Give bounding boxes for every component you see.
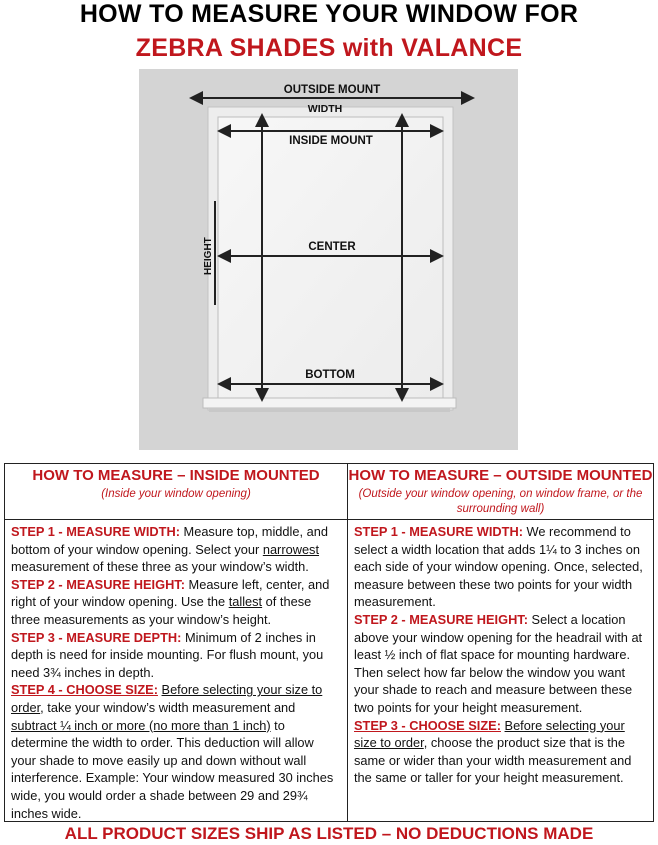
outside-subheading: (Outside your window opening, on window frame, or the surrounding wall): [358, 488, 643, 515]
outside-header: [348, 464, 653, 520]
outside-step-2: STEP 2 - MEASURE HEIGHT: Select a location above your window opening for the headrail with at least ½ inch of flat space for mounting hardware. Then select how far below the window you want your shade to reach and measure between these two points for your height measurement.: [354, 611, 643, 715]
inside-step-4: STEP 4 - CHOOSE SIZE: Before selecting your size to order, take your window’s width measurement and subtract ¼ inch or more (no more than 1 inch) to determine the width to order. This deduction will allow your shade to move easily up and down without wall interference. Example: Your window measured 30 inches wide, you would order a shade between 29 and 29¾ inches wide.: [11, 682, 334, 821]
outside-step-1: STEP 1 - MEASURE WIDTH: We recommend to select a width location that adds 1¼ to 3 inches on each side of your window opening. Once, selected, measure between these two points for your width measurement.: [354, 524, 643, 610]
inside-step-3: STEP 3 - MEASURE DEPTH: Minimum of 2 inches in depth is need for inside mounting. For flush mount, you need 3¾ inches in depth.: [11, 629, 324, 680]
inside-header: [5, 464, 347, 520]
center-label: CENTER: [308, 241, 356, 253]
outside-mount-label: OUTSIDE MOUNT: [283, 84, 381, 96]
instructions-table: [4, 463, 654, 822]
window-diagram: [139, 69, 518, 450]
outside-steps: [348, 520, 653, 787]
window-sill: [203, 398, 456, 408]
bottom-label: BOTTOM: [305, 369, 355, 381]
width-label: WIDTH: [307, 103, 343, 115]
outside-mounted-column: [348, 464, 653, 821]
outside-heading: HOW TO MEASURE – OUTSIDE MOUNTED: [348, 467, 653, 484]
height-label: HEIGHT: [203, 237, 214, 275]
page-title-line2: ZEBRA SHADES with VALANCE: [135, 34, 523, 62]
page-title-line1: HOW TO MEASURE YOUR WINDOW FOR: [79, 0, 579, 28]
outside-step-3: STEP 3 - CHOOSE SIZE: Before selecting your size to order, choose the product size that is the same or wider than your width measurement and the same or taller for your height measurement.: [354, 717, 632, 786]
inside-step-1: STEP 1 - MEASURE WIDTH: Measure top, middle, and bottom of your window opening. Select your narrowest measurement of these three as your window’s width.: [11, 524, 328, 575]
footer-notice: ALL PRODUCT SIZES SHIP AS LISTED – NO DEDUCTIONS MADE: [64, 824, 594, 843]
window-glass: [218, 117, 443, 398]
inside-subheading: (Inside your window opening): [101, 488, 251, 500]
inside-step-2: STEP 2 - MEASURE HEIGHT: Measure left, center, and right of your window opening. Use the tallest of these three measurements as your window’s height.: [11, 576, 330, 627]
inside-heading: HOW TO MEASURE – INSIDE MOUNTED: [32, 467, 320, 484]
window-measurement-photo: [139, 69, 518, 450]
inside-mount-label: INSIDE MOUNT: [289, 135, 373, 147]
inside-steps: [5, 520, 347, 822]
inside-mounted-column: [5, 464, 348, 821]
